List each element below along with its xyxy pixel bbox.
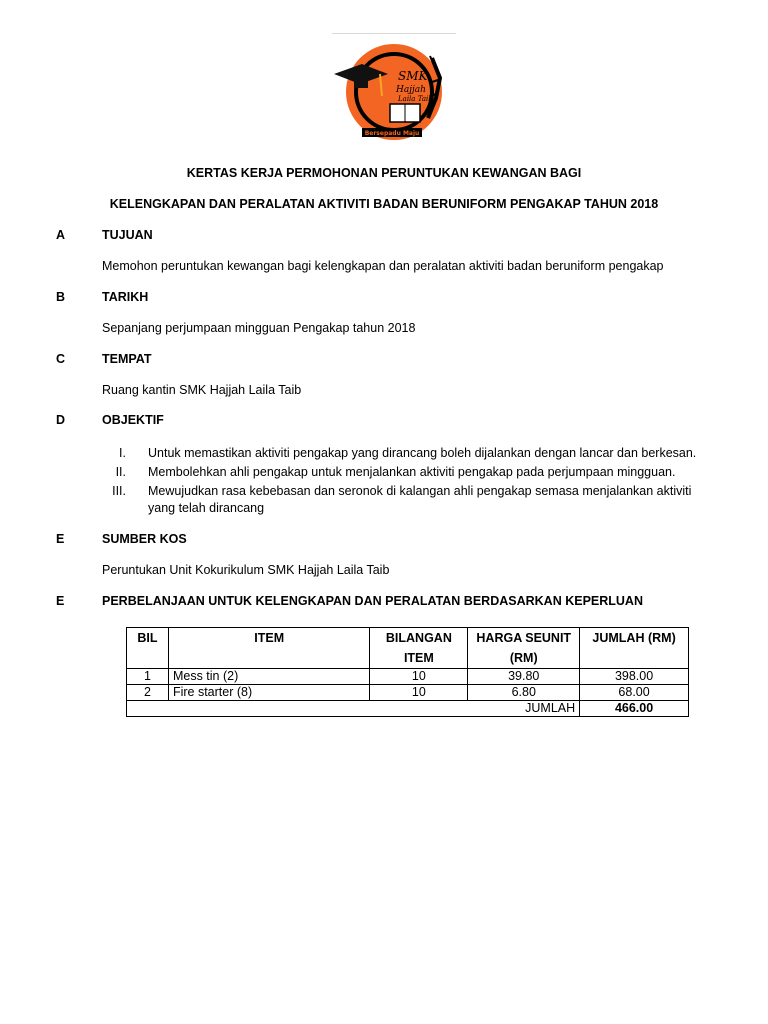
school-logo xyxy=(332,33,456,146)
section-e1-body: Peruntukan Unit Kokurikulum SMK Hajjah Laila Taib xyxy=(102,563,390,577)
objective-text-continuation: yang telah dirancang xyxy=(148,501,265,515)
section-c-body: Ruang kantin SMK Hajjah Laila Taib xyxy=(102,383,302,397)
total-label: JUMLAH xyxy=(127,701,580,717)
section-d-title: OBJEKTIF xyxy=(102,413,164,427)
table-total-row xyxy=(127,701,689,717)
table-row xyxy=(127,669,689,685)
logo-line2: Hajjah xyxy=(396,85,426,95)
cell-bil: 2 xyxy=(127,685,169,701)
objective-text: Membolehkan ahli pengakap untuk menjalankan aktiviti pengakap pada perjumpaan mingguan. xyxy=(148,465,676,479)
section-b-body: Sepanjang perjumpaan mingguan Pengakap tahun 2018 xyxy=(102,321,416,335)
logo-line3: Laila Taib xyxy=(398,95,433,103)
section-e1-title: SUMBER KOS xyxy=(102,532,187,546)
cell-bil: 1 xyxy=(127,669,169,685)
section-c-title: TEMPAT xyxy=(102,352,152,366)
table-header-row xyxy=(127,628,689,669)
objective-number: III. xyxy=(112,484,126,498)
objective-number: I. xyxy=(119,446,126,460)
section-a-body: Memohon peruntukan kewangan bagi kelengkapan dan peralatan aktiviti badan beruniform pengakap xyxy=(102,259,664,273)
total-value: 466.00 xyxy=(580,701,689,717)
section-b-letter: B xyxy=(56,290,66,304)
objective-text: Mewujudkan rasa kebebasan dan seronok di kalangan ahli pengakap semasa menjalankan aktiviti xyxy=(148,484,692,498)
section-e1-letter: E xyxy=(56,532,65,546)
cell-qty: 10 xyxy=(370,669,468,685)
cell-total: 68.00 xyxy=(580,685,689,701)
objective-text: Untuk memastikan aktiviti pengakap yang dirancang boleh dijalankan dengan lancar dan berkesan. xyxy=(148,446,697,460)
expense-table xyxy=(126,627,689,717)
header-bilangan: BILANGAN ITEM xyxy=(370,628,468,669)
objectives-list xyxy=(102,444,742,501)
list-item xyxy=(102,444,742,463)
document-title-line1: KERTAS KERJA PERMOHONAN PERUNTUKAN KEWANGAN BAGI xyxy=(186,166,582,180)
cell-price: 6.80 xyxy=(468,685,580,701)
document-title-line2: KELENGKAPAN DAN PERALATAN AKTIVITI BADAN BERUNIFORM PENGAKAP TAHUN 2018 xyxy=(109,197,659,211)
cell-total: 398.00 xyxy=(580,669,689,685)
table-row xyxy=(127,685,689,701)
logo-motto: Bersepadu Maju xyxy=(364,130,420,137)
section-b-title: TARIKH xyxy=(102,290,149,304)
list-item xyxy=(102,463,742,482)
section-a-letter: A xyxy=(56,228,66,242)
section-d-letter: D xyxy=(56,413,66,427)
list-item xyxy=(102,482,742,501)
logo-line1: SMK xyxy=(398,69,428,83)
school-crest-icon xyxy=(332,38,456,146)
cell-item: Mess tin (2) xyxy=(168,669,369,685)
section-e2-letter: E xyxy=(56,594,65,608)
header-jumlah: JUMLAH (RM) xyxy=(580,628,689,669)
section-c-letter: C xyxy=(56,352,66,366)
cell-qty: 10 xyxy=(370,685,468,701)
header-harga: HARGA SEUNIT (RM) xyxy=(468,628,580,669)
header-item: ITEM xyxy=(168,628,369,669)
cell-item: Fire starter (8) xyxy=(168,685,369,701)
cell-price: 39.80 xyxy=(468,669,580,685)
header-bil: BIL xyxy=(127,628,169,669)
objective-number: II. xyxy=(115,465,126,479)
section-e2-title: PERBELANJAAN UNTUK KELENGKAPAN DAN PERALATAN BERDASARKAN KEPERLUAN xyxy=(102,594,643,608)
section-a-title: TUJUAN xyxy=(102,228,153,242)
